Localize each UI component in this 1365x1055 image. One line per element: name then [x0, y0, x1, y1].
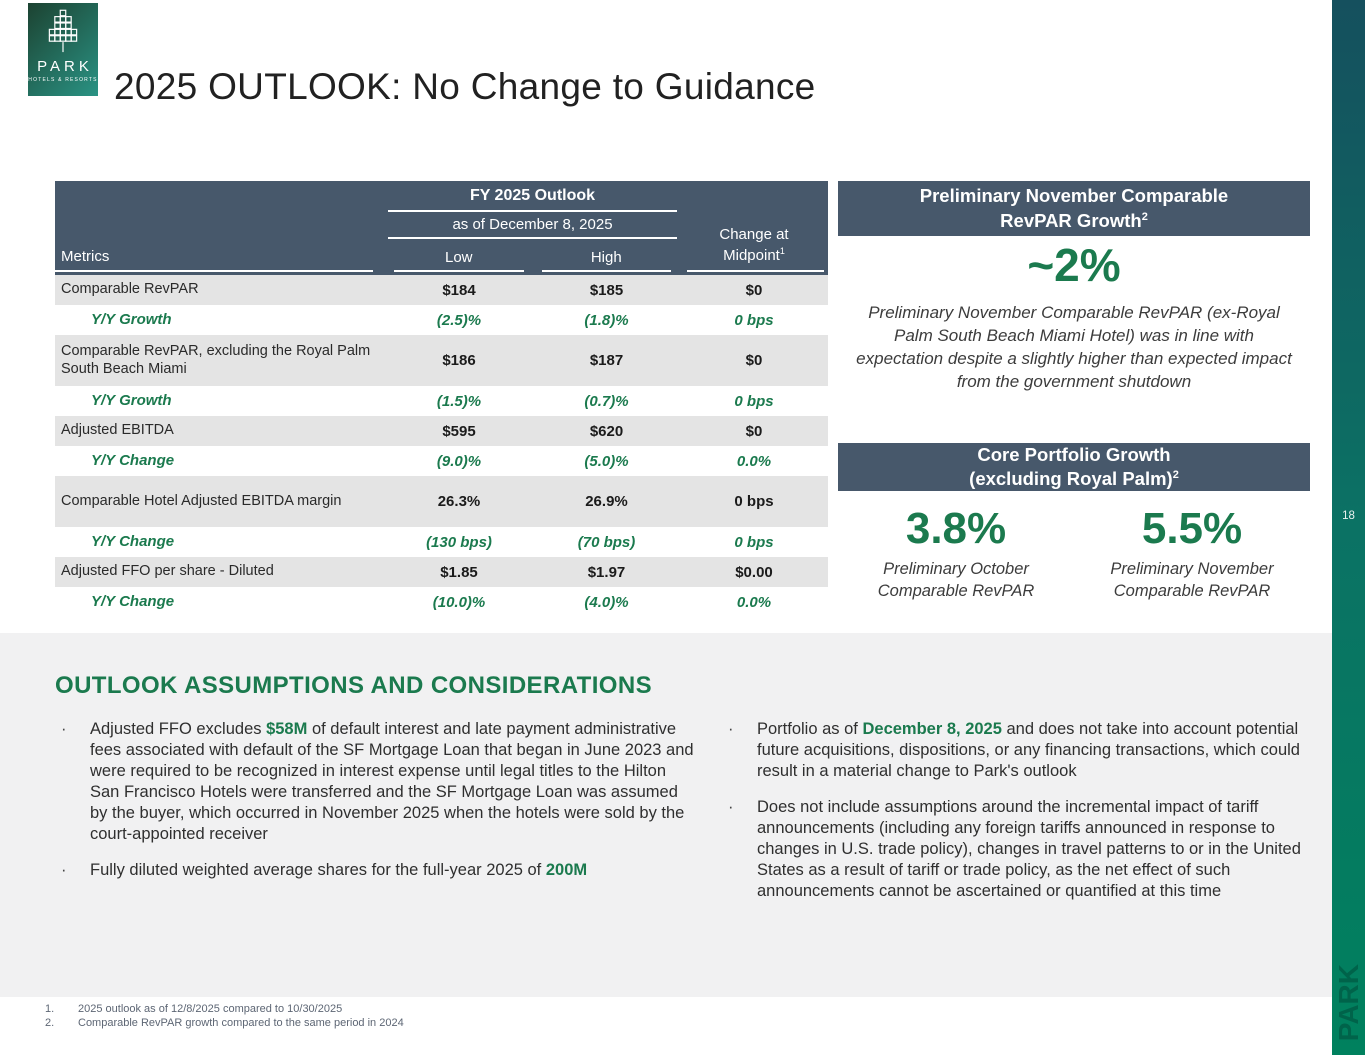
assumptions-left-column	[55, 719, 695, 896]
highlight-text: December 8, 2025	[862, 720, 1002, 738]
footnote-number: 2.	[45, 1017, 55, 1029]
column-group-fy2025	[385, 181, 680, 275]
logo-wordmark: PARK	[37, 58, 93, 75]
metric-cell: Y/Y Change	[91, 452, 175, 470]
core-item-value: 5.5%	[1141, 504, 1243, 553]
revpar-growth-value: ~2%	[1027, 239, 1121, 291]
vertical-brand-text: PARK	[1332, 964, 1364, 1042]
change-cell: $0	[745, 422, 763, 440]
footnote-item	[45, 1016, 404, 1030]
high-cell: (5.0)%	[584, 452, 629, 470]
metric-cell: Adjusted EBITDA	[61, 422, 174, 439]
bullet-text	[90, 719, 695, 845]
footnote-number: 1.	[45, 1003, 55, 1015]
high-cell: (70 bps)	[577, 533, 636, 551]
metric-cell: Comparable RevPAR	[61, 281, 199, 298]
table-row	[55, 275, 828, 305]
metric-cell: Comparable Hotel Adjusted EBITDA margin	[61, 492, 342, 509]
column-header-low: Low	[385, 239, 533, 275]
highlight-text: 200M	[545, 860, 588, 879]
bullet-item	[722, 719, 1334, 782]
bullet-text	[757, 719, 1334, 782]
bullet-marker: ·	[61, 860, 67, 879]
column-header-change	[680, 181, 828, 275]
low-cell: $595	[442, 422, 476, 440]
plain-text: Fully diluted weighted average shares for the full-year 2025 of	[90, 860, 546, 879]
table-row	[55, 335, 828, 386]
high-cell: $185	[589, 281, 624, 299]
plain-text: Does not include assumptions around the incremental impact of tariff announcements (including any foreign tariffs announced in response to changes in U.S. trade policy), changes in travel patterns to or in the United States as a result of tariff or trade policy, as the net effect of such announcements cannot be ascertained or quantified at this time	[757, 797, 1301, 900]
footnotes	[45, 1002, 404, 1030]
metric-cell: Y/Y Change	[91, 533, 175, 551]
footnote-marker: 2	[1141, 210, 1148, 223]
low-cell: (2.5)%	[436, 311, 482, 329]
table-row	[55, 416, 828, 446]
table-row	[55, 476, 828, 527]
table-row	[55, 305, 828, 335]
footnote-marker: 1	[779, 245, 785, 256]
park-logo	[28, 3, 98, 96]
metric-cell: Comparable RevPAR, excluding the Royal Palm South Beach Miami	[61, 343, 371, 377]
high-cell: $1.97	[587, 563, 626, 581]
bullet-text	[757, 797, 1334, 902]
change-cell: $0.00	[735, 563, 773, 581]
low-high-headers	[385, 239, 680, 275]
low-cell: $184	[442, 281, 476, 299]
change-cell: 0.0%	[736, 452, 772, 470]
metric-cell: Y/Y Growth	[91, 392, 172, 410]
outlook-table	[55, 181, 828, 617]
change-cell: 0 bps	[734, 311, 774, 329]
footnote-item	[45, 1002, 404, 1016]
high-cell: (1.8)%	[584, 311, 629, 329]
bullet-marker: ·	[61, 720, 67, 738]
footnote-text: 2025 outlook as of 12/8/2025 compared to 10/30/2025	[78, 1003, 343, 1015]
assumptions-heading: OUTLOOK ASSUMPTIONS AND CONSIDERATIONS	[55, 672, 652, 699]
revpar-box-header	[838, 181, 1310, 236]
bullet-marker: ·	[728, 720, 734, 738]
logo-subtitle: HOTELS & RESORTS	[28, 77, 98, 83]
metric-cell: Adjusted FFO per share - Diluted	[61, 563, 274, 580]
high-cell: $620	[589, 422, 624, 440]
core-items	[838, 505, 1310, 602]
assumptions-right-column	[722, 719, 1334, 917]
metric-cell: Y/Y Growth	[91, 311, 172, 329]
revpar-growth-description: Preliminary November Comparable RevPAR (ex-Royal Palm South Beach Miami Hotel) was in line with expectation despite a slightly higher than expected impact from the government shutdown	[856, 303, 1292, 391]
low-cell: $1.85	[440, 563, 478, 581]
low-cell: (130 bps)	[426, 533, 492, 551]
low-cell: (10.0)%	[432, 593, 486, 611]
change-cell: $0	[745, 281, 763, 299]
bullet-text	[90, 860, 587, 881]
core-box-title-text: (excluding Royal Palm)	[969, 468, 1173, 489]
high-cell: (0.7)%	[584, 392, 629, 410]
core-item-label: Preliminary October Comparable RevPAR	[877, 560, 1035, 600]
revpar-box-title-line2	[838, 209, 1310, 233]
table-row	[55, 587, 828, 617]
high-cell: 26.9%	[585, 493, 628, 510]
high-cell: $187	[589, 352, 624, 369]
table-row	[55, 557, 828, 587]
outlook-table-body	[55, 275, 828, 617]
side-bar	[1332, 0, 1365, 1055]
column-header-high: High	[533, 239, 681, 275]
assumptions-section	[0, 633, 1332, 997]
page-number: 18	[1342, 510, 1355, 522]
tree-icon	[43, 9, 83, 57]
plain-text: and does not take into account potential future acquisitions, dispositions, or any financing transactions, which could result in a material change to Park's outlook	[757, 720, 1300, 780]
group-title: FY 2025 Outlook	[469, 187, 596, 204]
change-cell: $0	[745, 352, 763, 369]
change-header-text: Midpoint	[723, 246, 780, 264]
change-cell: 0 bps	[734, 392, 774, 410]
core-box-header	[838, 443, 1310, 491]
bullet-item	[722, 797, 1334, 902]
low-cell: (9.0)%	[436, 452, 482, 470]
column-header-metrics: Metrics	[55, 181, 385, 275]
group-subtitle: as of December 8, 2025	[452, 216, 613, 233]
change-cell: 0 bps	[734, 533, 774, 551]
table-row	[55, 386, 828, 416]
plain-text: Adjusted FFO excludes	[90, 720, 267, 738]
revpar-box-title-line1: Preliminary November Comparable	[919, 185, 1229, 207]
table-row	[55, 446, 828, 476]
bullet-marker: ·	[728, 797, 734, 816]
change-cell: 0.0%	[736, 593, 772, 611]
vertical-brand	[1332, 947, 1365, 1055]
highlight-text: $58M	[266, 720, 308, 738]
change-header-line2	[723, 245, 785, 266]
plain-text: Portfolio as of	[757, 720, 863, 738]
plain-text: of default interest and late payment administrative fees associated with default of the SF Mortgage Loan that began in June 2023 and were required to be recognized in interest expense until legal titles to the Hilton San Francisco Hotels were transferred and the SF Mortgage Loan was assumed by the buyer, which occurred in November 2025 when the hotels were sold by the court-appointed receiver	[90, 720, 694, 843]
page-title: 2025 OUTLOOK: No Change to Guidance	[114, 66, 816, 107]
low-cell: $186	[442, 352, 476, 369]
core-box-title-line2	[838, 467, 1310, 491]
core-item-label: Preliminary November Comparable RevPAR	[1110, 560, 1274, 600]
high-cell: (4.0)%	[584, 593, 629, 611]
core-item	[838, 505, 1074, 602]
footnote-marker: 2	[1172, 468, 1179, 481]
core-box-title-line1: Core Portfolio Growth	[977, 443, 1171, 465]
change-header-line1: Change at	[719, 225, 789, 243]
low-cell: (1.5)%	[436, 392, 482, 410]
bullet-item	[55, 860, 695, 881]
table-row	[55, 527, 828, 557]
revpar-box-title-text: RevPAR Growth	[1000, 209, 1142, 231]
low-cell: 26.3%	[437, 493, 481, 510]
metric-cell: Y/Y Change	[91, 593, 175, 611]
bullet-item	[55, 719, 695, 845]
table-header	[55, 181, 828, 275]
core-item	[1074, 505, 1310, 602]
footnote-text: Comparable RevPAR growth compared to the same period in 2024	[78, 1017, 404, 1029]
change-cell: 0 bps	[734, 493, 774, 510]
core-item-value: 3.8%	[905, 504, 1007, 553]
